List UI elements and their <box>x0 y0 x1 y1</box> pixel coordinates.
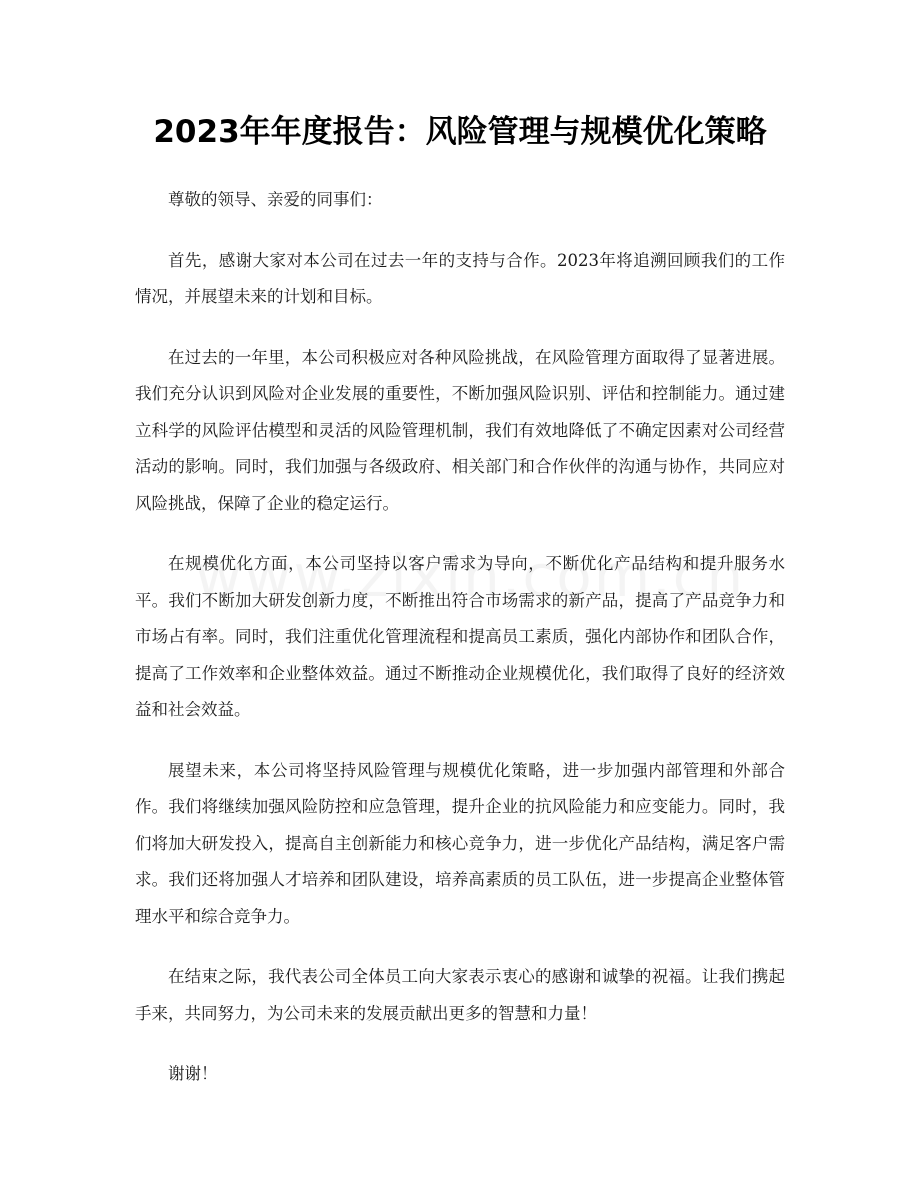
paragraph-thanks: 谢谢！ <box>168 1064 218 1083</box>
paragraph-outlook: 展望未来，本公司将坚持风险管理与规模优化策略，进一步加强内部管理和外部合作。我们将继续加强风险防控和应急管理，提升企业的抗风险能力和应变能力。同时，我们将加大研发投入，提高自主创新能力和核心竞争力，进一步优化产品结构，满足客户需求。我们还将加强人才培养和团队建设，培养高素质的员工队伍，进一步提高企业整体管理水平和综合竞争力。 <box>135 760 785 926</box>
paragraph-risk-management: 在过去的一年里，本公司积极应对各种风险挑战，在风险管理方面取得了显著进展。我们充分认识到风险对企业发展的重要性，不断加强风险识别、评估和控制能力。通过建立科学的风险评估模型和灵活的风险管理机制，我们有效地降低了不确定因素对公司经营活动的影响。同时，我们加强与各级政府、相关部门和合作伙伴的沟通与协作，共同应对风险挑战，保障了企业的稳定运行。 <box>135 347 785 513</box>
document-title: 2023年年度报告：风险管理与规模优化策略 <box>153 114 767 150</box>
paragraph-intro: 首先，感谢大家对本公司在过去一年的支持与合作。2023年将追溯回顾我们的工作情况，并展望未来的计划和目标。 <box>135 250 785 306</box>
paragraph-scale-optimization: 在规模优化方面，本公司坚持以客户需求为导向，不断优化产品结构和提升服务水平。我们不断加大研发创新力度，不断推出符合市场需求的新产品，提高了产品竞争力和市场占有率。同时，我们注重优化管理流程和提高员工素质，强化内部协作和团队合作，提高了工作效率和企业整体效益。通过不断推动企业规模优化，我们取得了良好的经济效益和社会效益。 <box>135 554 785 719</box>
document-body <box>135 182 785 1117</box>
paragraph-salutation: 尊敬的领导、亲爱的同事们： <box>168 190 383 209</box>
paragraph-closing: 在结束之际，我代表公司全体员工向大家表示衷心的感谢和诚挚的祝福。让我们携起手来，共同努力，为公司未来的发展贡献出更多的智慧和力量！ <box>135 967 785 1023</box>
